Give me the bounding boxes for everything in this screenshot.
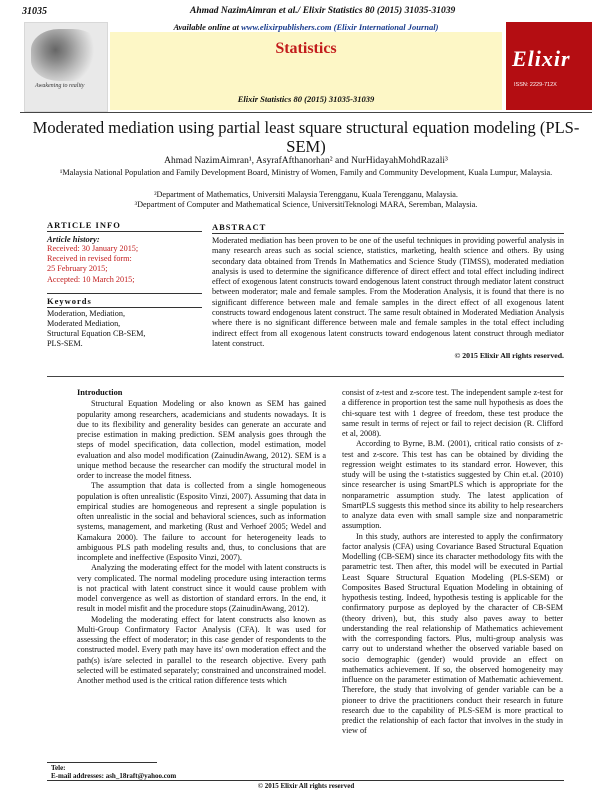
history-heading: Article history: — [47, 234, 100, 244]
logo-motto: Awakening to reality — [35, 83, 85, 89]
history-accepted: Accepted: 10 March 2015; — [47, 274, 135, 284]
abstract-divider — [47, 376, 564, 377]
body-paragraph: Structural Equation Modeling or also known as SEM has gained popularity among researchers, academicians and students nowadays. It is due to its flexibility and generality besides can generate an accurate and precise estimation in making prediction. SEM analysis goes through the steps of model specification, data collection, model estimation, model evaluation and also model modification (ZainudinAwang, 2012). SEM is a unique method because the researcher can modify the structural model in order to increase the model fitness. — [77, 399, 326, 480]
keywords-heading: Keywords — [47, 295, 92, 306]
footer-copyright: © 2015 Elixir All rights reserved — [257, 782, 355, 790]
body-paragraph: consist of z-test and z-score test. The independent sample z-test for a difference in proportion test the same null hypothesis as does the chi-square test with 1 degree of freedom, these test produce the same result in terms of reject or fail to reject decision (R. Clifford et al, 2008). — [342, 388, 563, 438]
footnote-tele: Tele: — [51, 764, 66, 772]
introduction-heading: Introduction — [77, 388, 123, 397]
header-divider — [20, 112, 592, 113]
abstract-copyright: © 2015 Elixir All rights reserved. — [454, 351, 564, 361]
keyword-line: Moderated Mediation, — [47, 319, 121, 329]
body-paragraph: Analyzing the moderating effect for the model with latent constructs is very complicated. The normal modeling procedure using interaction terms is not practical with latent construct since it would cause problem with model convergence as well as distortion of standard errors. In the end, it result in model misfit and the procedure stops (ZainudinAwang, 2012). — [77, 563, 326, 614]
footnote-email: E-mail addresses: ash_18raft@yahoo.com — [51, 772, 177, 780]
keyword-line: Structural Equation CB-SEM, — [47, 329, 146, 339]
available-prefix: Available online at — [173, 22, 242, 32]
author-list: Ahmad NazimAimran¹, AsyrafAfthanorhan² and NurHidayahMohdRazali³ — [164, 156, 448, 166]
keyword-line: PLS-SEM. — [47, 339, 83, 349]
elixir-logo-word: Elixir — [512, 46, 571, 71]
affiliation-3: ³Department of Computer and Mathematical Science, UniversitiTeknologi MARA, Seremban, Malaysia. — [134, 200, 478, 209]
article-info-panel — [47, 220, 202, 350]
elixir-logo — [506, 22, 592, 110]
elixir-logo-issn: ISSN: 2229-712X — [514, 82, 557, 88]
tree-icon — [31, 29, 101, 81]
history-received: Received: 30 January 2015; — [47, 244, 139, 253]
footer-divider — [47, 780, 564, 781]
availability-line — [110, 22, 502, 32]
affiliation-2: ²Department of Mathematics, Universiti Malaysia Terengganu, Kuala Terengganu, Malaysia. — [154, 190, 458, 199]
body-paragraph: In this study, authors are interested to apply the confirmatory factor analysis (CFA) using Covariance Based Structural Equation Modelling (CB-SEM) since its character methodology fits with the parametric test. Then after, this model will be executed in Partial Least Square Structural Equation Modeling (PLS-SEM) or Composites Based Structural Equation Modeling in obtaining of hypothesis testing. Indeed, hypothesis testing is applicable for the confirmatory purpose as deployed by the character of CB-SEM (theory driven), but, this study also paves away to better understanding the real relationship of Mathematics achievement with the corresponding factors. Plus, multi-group analysis was carry out to understand whether the observed variable based on socio demographic (gender) would provide an effect on mathematics achievement. If so, the observed homogeneity may influence on the parameter estimation of Mathematic achievement. Therefore, the study that involving of gender variable can be a pioneer to drive the practitioners conduct their research in future research due to the capability of PLS-SEM is more practical to predict the relationship of each factor that involves in the study in view of — [342, 531, 563, 736]
body-paragraph: Modeling the moderating effect for latent constructs also known as Multi-Group Confirmatory Factor Analysis (CFA). It was used for assessing the effect of moderator; in this case gender of respondents to the constructed model. Every path may have its' own moderation effect and the path(s) is/are selected in parallel to the research objective. Every path selected will be estimated separately; constrained and unconstrained model. Another method used is the critical ration difference tests which — [77, 614, 326, 685]
publisher-tree-logo — [24, 22, 108, 112]
article-title: Moderated mediation using partial least square structural equation modeling (PLS-SEM) — [32, 118, 580, 156]
journal-name: Statistics — [275, 40, 337, 57]
history-revised-date: 25 February 2015; — [47, 264, 108, 274]
journal-citation: Elixir Statistics 80 (2015) 31035-31039 — [237, 94, 375, 104]
publisher-link[interactable]: www.elixirpublishers.com — [241, 22, 332, 32]
footnote-divider — [47, 762, 157, 763]
running-head: Ahmad NazimAimran et al./ Elixir Statistics 80 (2015) 31035-31039 — [190, 6, 456, 16]
body-column-right — [342, 388, 563, 737]
abstract-text: Moderated mediation has been proven to be one of the useful techniques in providing powerful analysis in many research areas such as social science, statistics, marketing, health science and others. By using secondary data obtained from Trends In Mathematics and Science Study (TIMSS), moderated mediation analysis is used to determine the significance difference of direct effect and total effect including indirect effect of exogenous latent constructs toward endogenous latent construct through mediator latent construct between moderator; male and female samples. From the Moderation Analysis, it is found that there is no significant difference between male and female samples in the direct effect of all exogenous latent constructs toward endogenous latent construct. The same result obtained in Moderated Mediation Analysis where there is no significant difference between male and female samples in the total effect including indirect effect from all exogenous latent constructs toward endogenous latent construct through mediator latent construct. — [212, 236, 564, 348]
body-paragraph: The assumption that data is collected from a single homogeneous population is often unrealistic (Esposito Vinzi, 2007). Assuming that data in empirical studies are homogeneous and represent a single population is often unrealistic in the social and behavioral sciences, such as information systems, management, and marketing (Rust and Verhoef 2005; Wedel and Kamakura 2000). The failure to account for heterogeneity leads to ambiguous PLS path modeling results and, thus, to conclusions that are incomplete and ineffective (Esposito Vinzi, 2007). — [77, 481, 326, 562]
body-paragraph: According to Byrne, B.M. (2001), critical ratio consists of z-test and z-score. This test has can be obtained by dividing the regression weight estimates to its standard error. However, this study will be using the t-statistics suggested by Chin et.al. (2010) since researcher is using SmartPLS which is appropriate for the nonparametric assumption study. The latest application of SmartPLS suggests this method since its ability to help researchers to analyze data even with small sample size and nonparametric assumption. — [342, 439, 563, 531]
page-number: 31035 — [22, 6, 47, 17]
article-info-heading: ARTICLE INFO — [47, 220, 202, 232]
available-suffix: (Elixir International Journal) — [331, 22, 439, 32]
affiliation-1: ¹Malaysia National Population and Family Development Board, Ministry of Women, Family and Community Development, Kuala Lumpur, Malaysia. — [59, 168, 553, 177]
abstract-panel — [212, 222, 564, 360]
abstract-heading: ABSTRACT — [212, 222, 564, 234]
keyword-line: Moderation, Mediation, — [47, 308, 125, 318]
body-column-left — [77, 388, 326, 686]
history-revised-label: Received in revised form: — [47, 254, 132, 264]
